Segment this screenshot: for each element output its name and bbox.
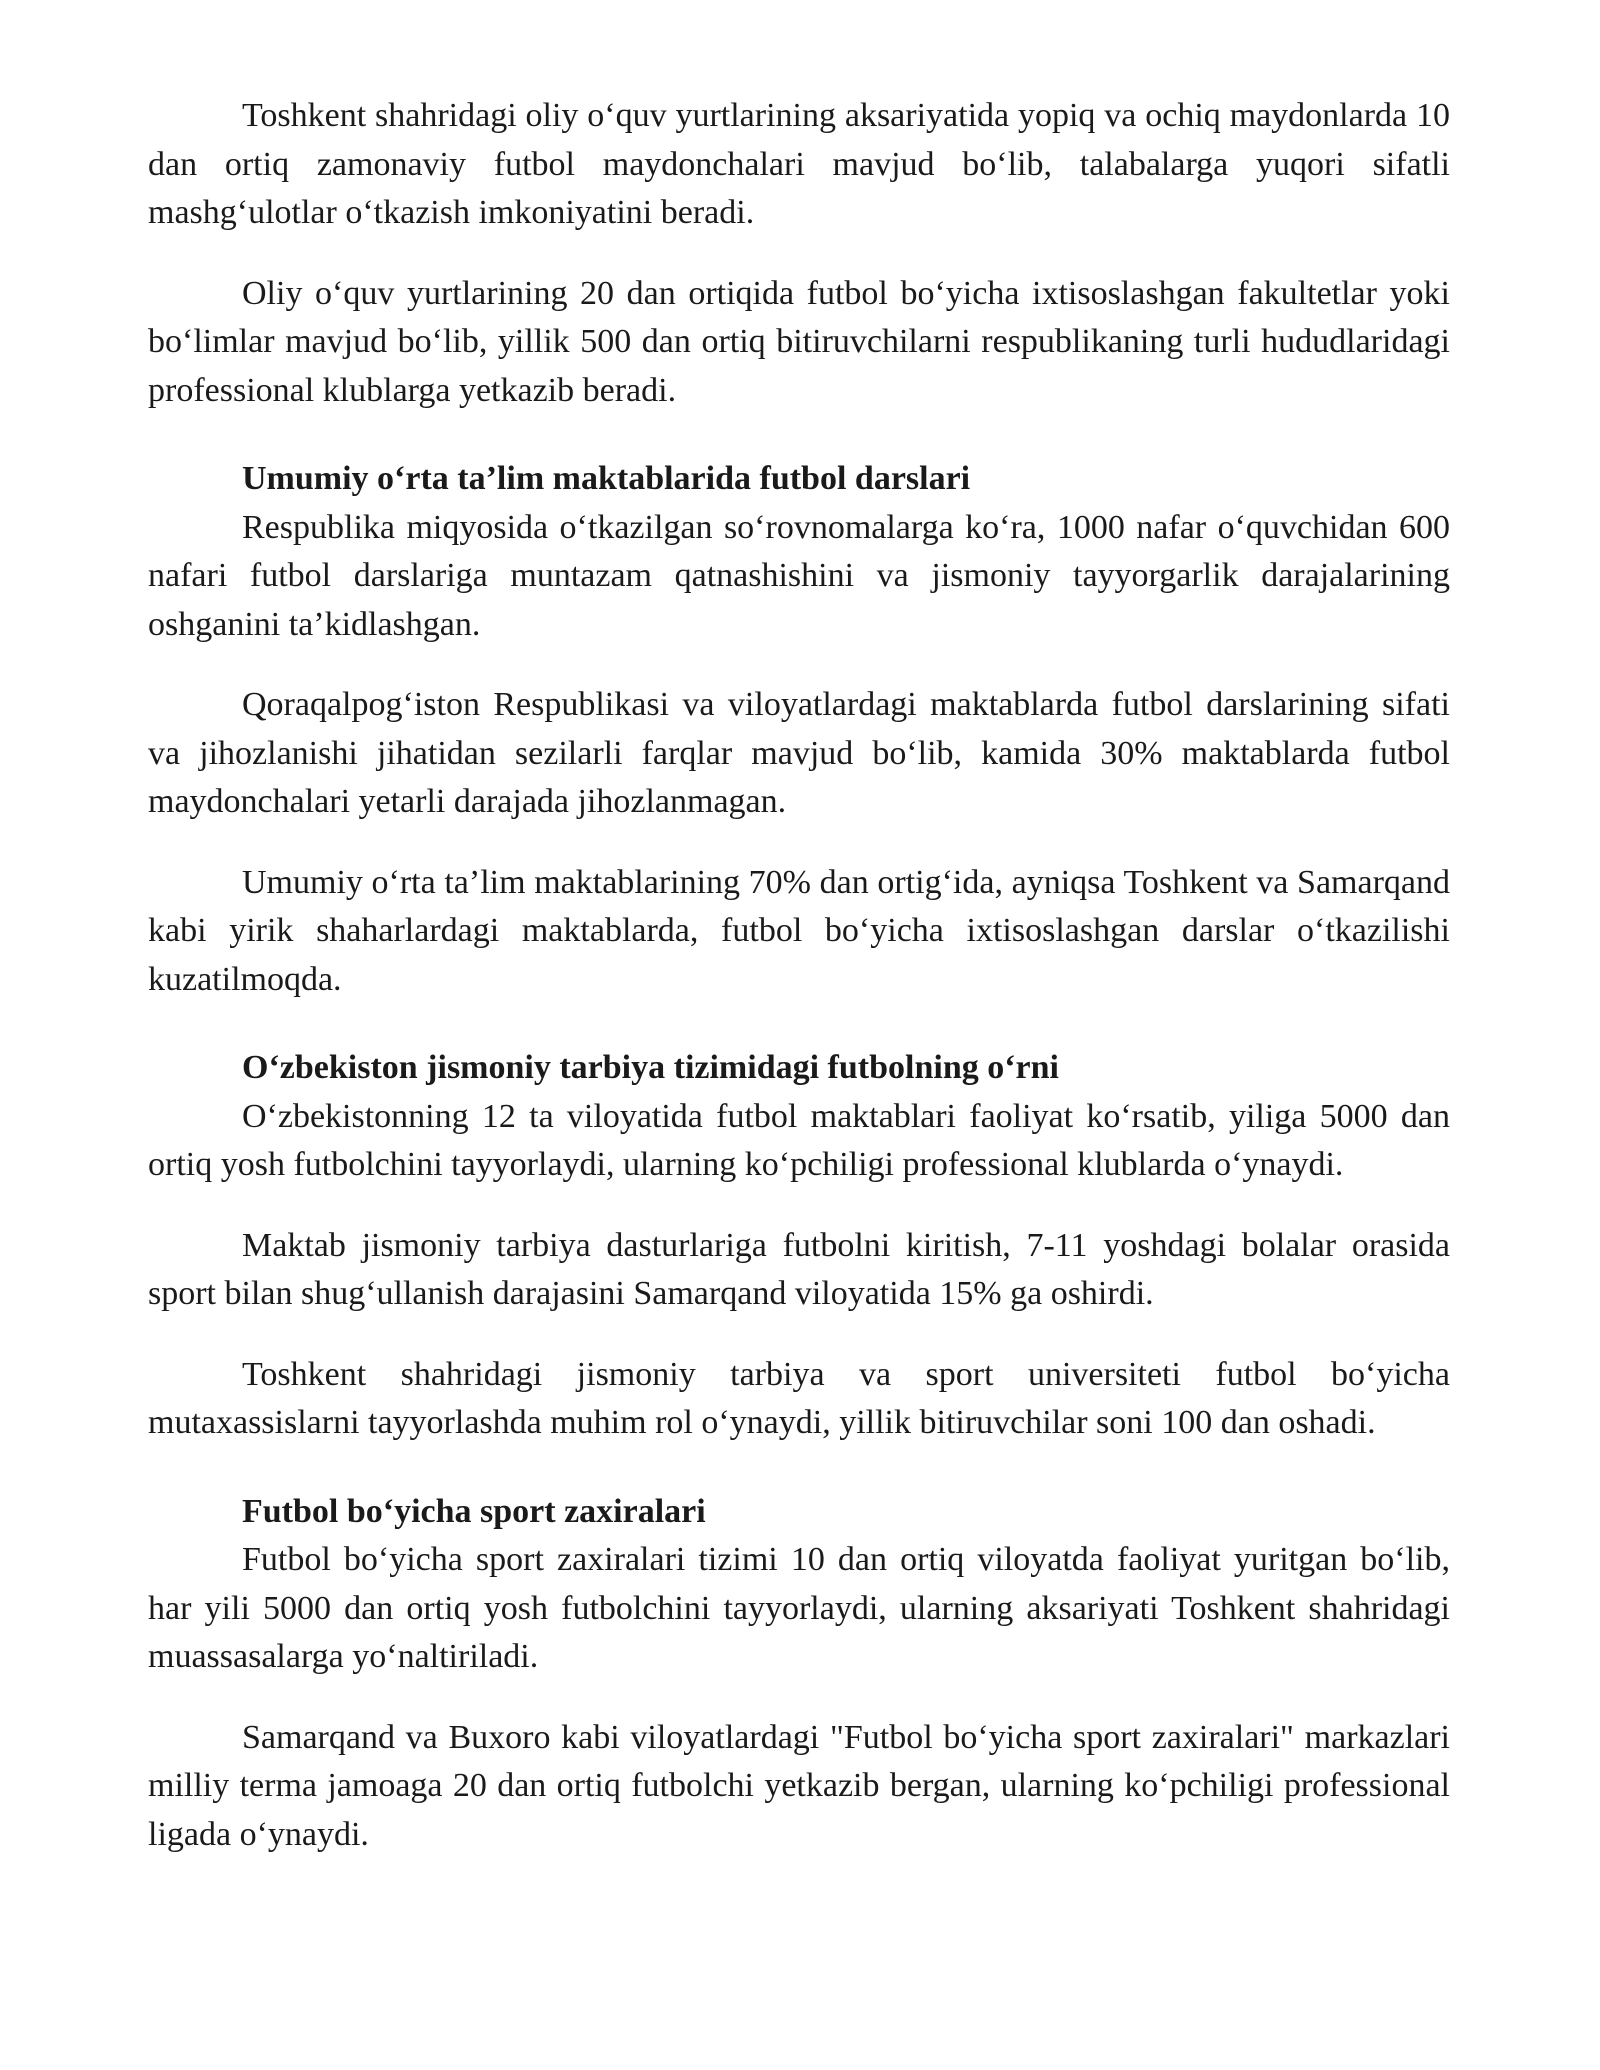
paragraph: O‘zbekistonning 12 ta viloyatida futbol maktablari faoliyat ko‘rsatib, yiliga 5000 dan ortiq yosh futbolchini tayyorlaydi, ularning ko‘pchiligi professional klublarda o‘ynaydi. xyxy=(148,1097,1450,1183)
paragraph: Umumiy o‘rta ta’lim maktablarining 70% dan ortig‘ida, ayniqsa Toshkent va Samarqand kabi yirik shaharlardagi maktablarda, futbol bo‘yicha ixtisoslashgan darslar o‘tkazilishi kuzatilmoqda. xyxy=(148,863,1450,998)
document-page xyxy=(148,92,1450,1891)
paragraph: Qoraqalpog‘iston Respublikasi va viloyatlardagi maktablarda futbol darslarining sifati va jihozlanishi jihatidan sezilarli farqlar mavjud bo‘lib, kamida 30% maktablarda futbol maydonchalari yetarli darajada jihozlanmagan. xyxy=(148,686,1450,820)
paragraph: Futbol bo‘yicha sport zaxiralari tizimi 10 dan ortiq viloyatda faoliyat yuritgan bo‘lib, har yili 5000 dan ortiq yosh futbolchini tayyorlaydi, ularning aksariyati Toshkent shahridagi muassasalarga yo‘naltiriladi. xyxy=(148,1541,1450,1675)
paragraph: Maktab jismoniy tarbiya dasturlariga futbolni kiritish, 7-11 yoshdagi bolalar orasida sport bilan shug‘ullanish darajasini Samarqand viloyatida 15% ga oshirdi. xyxy=(148,1226,1450,1312)
paragraph: Toshkent shahridagi oliy o‘quv yurtlarining aksariyatida yopiq va ochiq maydonlarda 10 dan ortiq zamonaviy futbol maydonchalari mavjud bo‘lib, talabalarga yuqori sifatli mashg‘ulotlar o‘tkazish imkoniyatini beradi. xyxy=(148,97,1450,231)
paragraph: Samarqand va Buxoro kabi viloyatlardagi "Futbol bo‘yicha sport zaxiralari" markazlari milliy terma jamoaga 20 dan ortiq futbolchi yetkazib bergan, ularning ko‘pchiligi professional ligada o‘ynaydi. xyxy=(148,1718,1450,1853)
paragraph: Oliy o‘quv yurtlarining 20 dan ortiqida futbol bo‘yicha ixtisoslashgan fakultetlar yoki bo‘limlar mavjud bo‘lib, yillik 500 dan ortiq bitiruvchilarni respublikaning turli hududlaridagi professional klublarga yetkazib beradi. xyxy=(148,274,1450,409)
section-heading: Umumiy o‘rta ta’lim maktablarida futbol darslari xyxy=(242,460,971,497)
paragraph: Respublika miqyosida o‘tkazilgan so‘rovnomalarga ko‘ra, 1000 nafar o‘quvchidan 600 nafari futbol darslariga muntazam qatnashishini va jismoniy tayyorgarlik darajalarining oshganini ta’kidlashgan. xyxy=(148,508,1450,643)
paragraph: Toshkent shahridagi jismoniy tarbiya va sport universiteti futbol bo‘yicha mutaxassislarni tayyorlashda muhim rol o‘ynaydi, yillik bitiruvchilar soni 100 dan oshadi. xyxy=(148,1355,1450,1441)
section-heading: Futbol bo‘yicha sport zaxiralari xyxy=(242,1492,706,1530)
section-heading: O‘zbekiston jismoniy tarbiya tizimidagi futbolning o‘rni xyxy=(242,1049,1059,1086)
